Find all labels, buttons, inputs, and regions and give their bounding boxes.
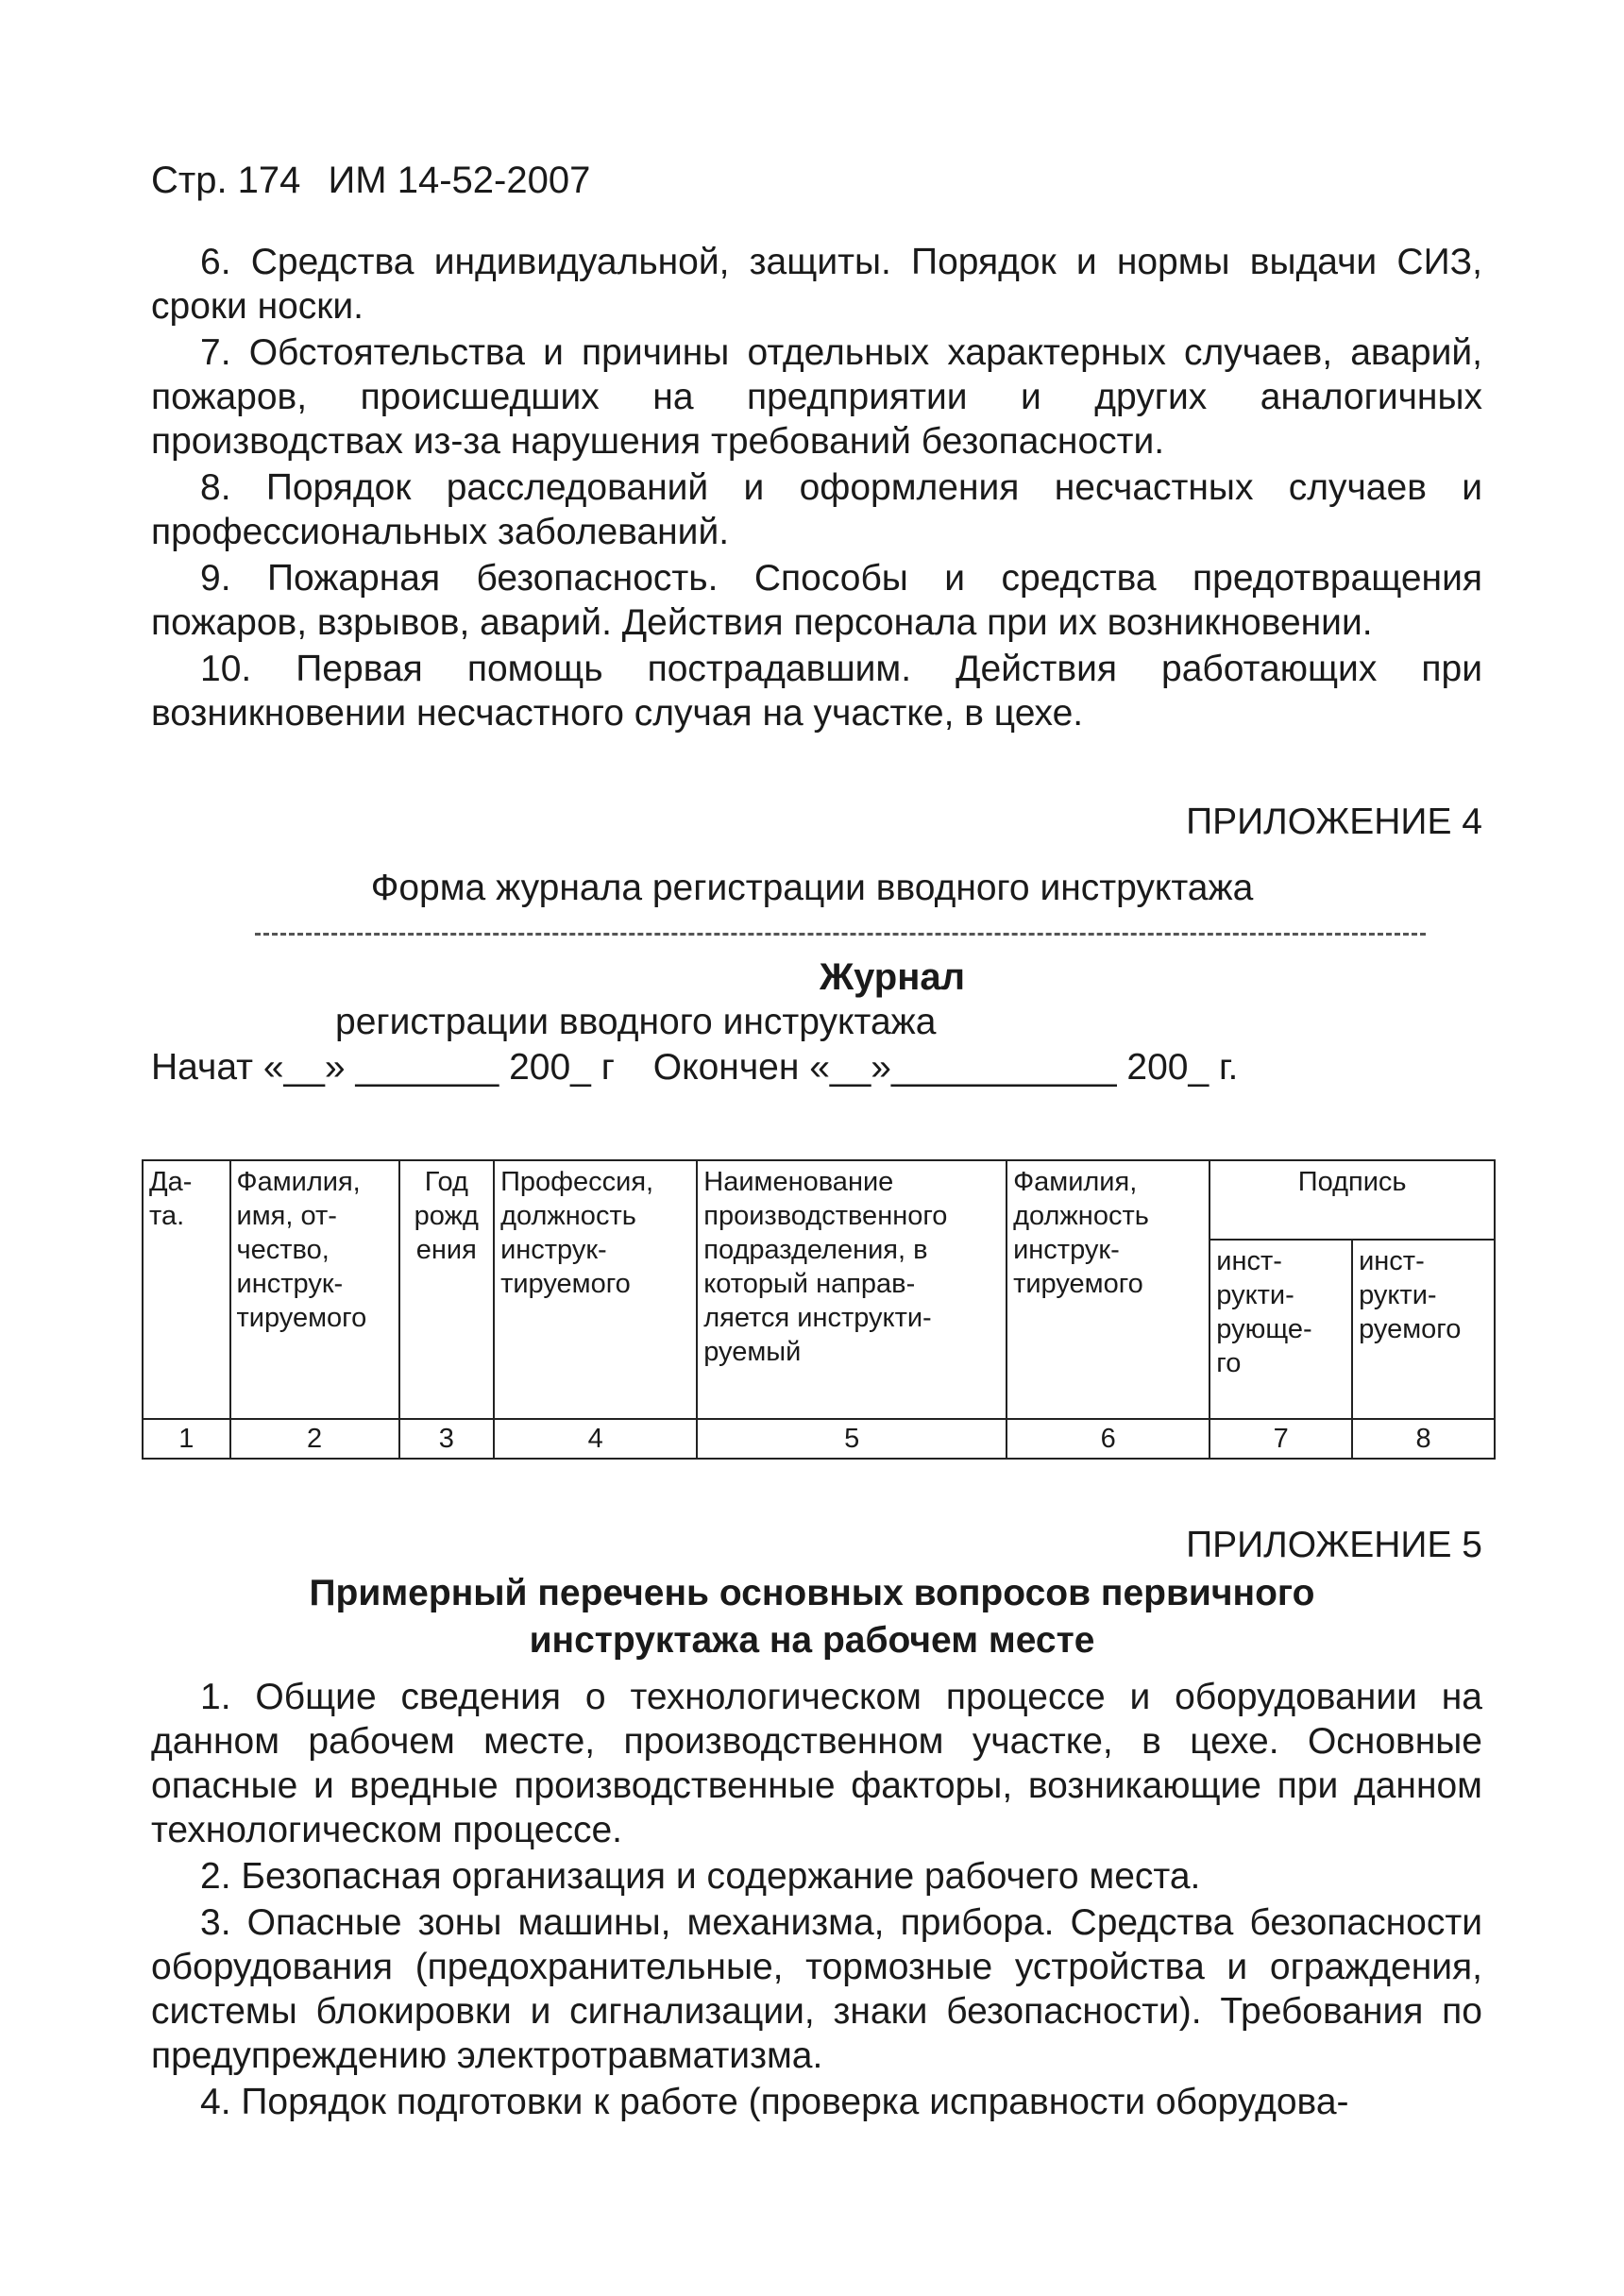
appendix-5-label: ПРИЛОЖЕНИЕ 5 — [1186, 1525, 1482, 1565]
journal-subtitle: регистрации вводного инструктажа — [335, 1002, 937, 1042]
column-number: 2 — [230, 1419, 399, 1459]
appendix-4-label: ПРИЛОЖЕНИЕ 4 — [1186, 802, 1482, 842]
separator-line — [255, 933, 1426, 936]
header-date: Да- та. — [143, 1160, 230, 1419]
header-department: Наименование производственного подразделения, в который направ- ляется инструкти- руемый — [697, 1160, 1007, 1419]
page-number: Стр. 174 — [151, 160, 301, 201]
header-profession: Профессия, должность инструк- тируемого — [494, 1160, 697, 1419]
table-header-row — [143, 1160, 1495, 1240]
question-1: 1. Общие сведения о технологическом процессе и оборудовании на данном рабочем месте, производственном участке, в цехе. Основные опасные и вредные производственные факторы, возникающие при данном технологическом процессе. — [151, 1677, 1482, 1850]
column-number: 4 — [494, 1419, 697, 1459]
header-signature-instructed: инст- рукти- руемого — [1352, 1240, 1495, 1419]
appendix-5-title-line-1: Примерный перечень основных вопросов первичного — [309, 1573, 1315, 1613]
header-full-name: Фамилия, имя, от- чество, инструк- тируемого — [230, 1160, 399, 1419]
paragraph-6: 6. Средства индивидуальной, защиты. Порядок и нормы выдачи СИЗ, сроки носки. — [151, 242, 1482, 327]
paragraph-8: 8. Порядок расследований и оформления несчастных случаев и профессиональных заболеваний. — [151, 467, 1482, 552]
header-signature: Подпись — [1210, 1160, 1495, 1240]
journal-title: Журнал — [819, 956, 966, 998]
column-number: 5 — [697, 1419, 1007, 1459]
paragraph-7: 7. Обстоятельства и причины отдельных характерных случаев, аварий, пожаров, происшедших на предприятии и других аналогичных производствах из-за нарушения требований безопасности. — [151, 332, 1482, 462]
journal-table — [142, 1159, 1496, 1460]
header-birth-year: Год рожд ения — [399, 1160, 495, 1419]
paragraph-10: 10. Первая помощь пострадавшим. Действия работающих при возникновении несчастного случая на участке, в цехе. — [151, 649, 1482, 734]
table-number-row — [143, 1419, 1495, 1459]
appendix-5-title-line-2: инструктажа на рабочем месте — [529, 1620, 1095, 1661]
started-date: Начат «__» _______ 200_ г — [151, 1047, 615, 1088]
appendix-5-section — [151, 1675, 1482, 2124]
header-signature-instructor: инст- рукти- рующе- го — [1210, 1240, 1352, 1419]
form-title: Форма журнала регистрации вводного инструктажа — [370, 868, 1254, 908]
question-4: 4. Порядок подготовки к работе (проверка исправности оборудова- — [200, 2082, 1349, 2122]
paragraph-9: 9. Пожарная безопасность. Способы и средства предотвращения пожаров, взрывов, аварий. Действия персонала при их возникновении. — [151, 558, 1482, 643]
column-number: 8 — [1352, 1419, 1495, 1459]
column-number: 1 — [143, 1419, 230, 1459]
question-3: 3. Опасные зоны машины, механизма, прибора. Средства безопасности оборудования (предохранительные, тормозные устройства и ограждения, системы блокировки и сигнализации, знаки безопасности). Требования по предупреждению электротравматизма. — [151, 1902, 1482, 2076]
page-header — [151, 159, 607, 202]
column-number: 7 — [1210, 1419, 1352, 1459]
header-instructor: Фамилия, должность инструк- тируемого — [1007, 1160, 1210, 1419]
column-number: 6 — [1007, 1419, 1210, 1459]
document-code: ИМ 14-52-2007 — [328, 160, 591, 201]
finished-date: Окончен «__»___________ 200_ г. — [652, 1047, 1239, 1088]
top-section — [151, 240, 1482, 735]
journal-dates — [151, 1046, 1266, 1089]
column-number: 3 — [399, 1419, 495, 1459]
question-2: 2. Безопасная организация и содержание рабочего места. — [200, 1856, 1201, 1897]
